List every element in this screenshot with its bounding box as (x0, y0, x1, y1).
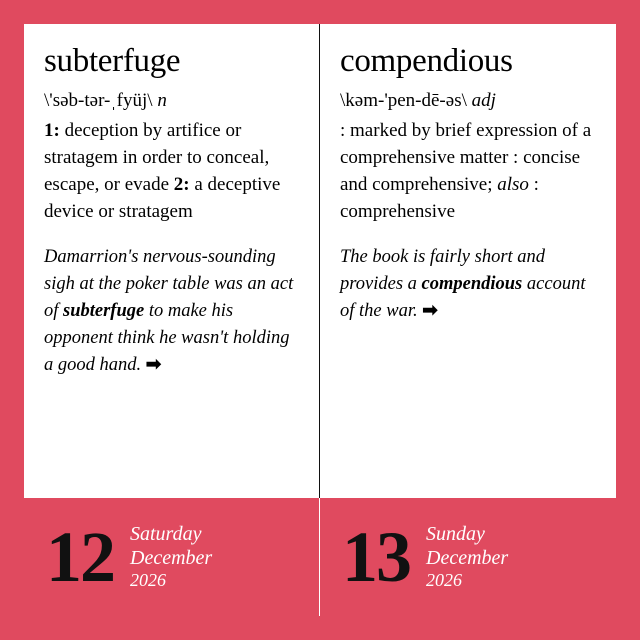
also-text-right: : comprehensive (340, 174, 539, 223)
weekday-left: Saturday (130, 522, 202, 545)
sense-text-1-left: deception by artifice or stratagem in order to conceal, escape, or evade (44, 120, 270, 196)
part-of-speech-left: n (157, 89, 167, 111)
entries-row (24, 24, 616, 498)
sense-number-1-right: : (340, 120, 346, 142)
day-number-left: 12 (46, 516, 114, 597)
example-part-1-right: The book is fairly short and provides a (340, 247, 546, 295)
year-right: 2026 (426, 570, 462, 591)
also-label-right: also (497, 174, 529, 196)
definitions-left (44, 118, 299, 226)
arrow-icon-right: ➡ (422, 300, 437, 321)
year-left: 2026 (130, 570, 166, 591)
month-left: December (130, 547, 213, 570)
dictionary-entry-left (24, 24, 320, 498)
example-sentence-left (44, 244, 299, 378)
calendar-card (24, 24, 616, 616)
dictionary-entry-right (320, 24, 616, 498)
sense-text-2-right: concise and comprehensive; (340, 147, 581, 196)
example-part-1-left: Damarrion's nervous-sounding sigh at the poker table was an act of (44, 247, 294, 321)
example-keyword-left: subterfuge (63, 300, 145, 321)
pronunciation-left: \'səb-tər-ˌfyüj\ (44, 89, 153, 111)
sense-number-1-left: 1: (44, 120, 60, 142)
pronunciation-right: \kəm-'pen-dē-əs\ (340, 89, 467, 111)
headword-left: subterfuge (44, 43, 181, 79)
sense-text-2-left: a deceptive device or stratagem (44, 174, 281, 223)
pronunciation-line-right (340, 89, 596, 113)
example-keyword-right: compendious (421, 274, 523, 295)
example-part-2-right: account of the war. (340, 274, 586, 321)
pronunciation-line-left (44, 89, 299, 113)
day-number-right: 13 (342, 516, 410, 597)
date-block-left (24, 498, 320, 616)
month-right: December (426, 547, 509, 570)
headword-right: compendious (340, 43, 513, 79)
example-part-2-left: to make his opponent think he wasn't holding a good hand. (44, 300, 290, 375)
date-block-right (320, 498, 616, 616)
date-meta-right (426, 522, 508, 593)
date-footer (24, 498, 616, 616)
date-meta-left (130, 522, 212, 593)
weekday-right: Sunday (426, 522, 485, 545)
part-of-speech-right: adj (471, 89, 496, 111)
sense-text-1-right: marked by brief expression of a comprehensive matter : (340, 120, 592, 169)
sense-number-2-left: 2: (173, 174, 190, 196)
example-sentence-right (340, 244, 596, 324)
definitions-right (340, 118, 596, 226)
arrow-icon-left: ➡ (145, 354, 161, 375)
